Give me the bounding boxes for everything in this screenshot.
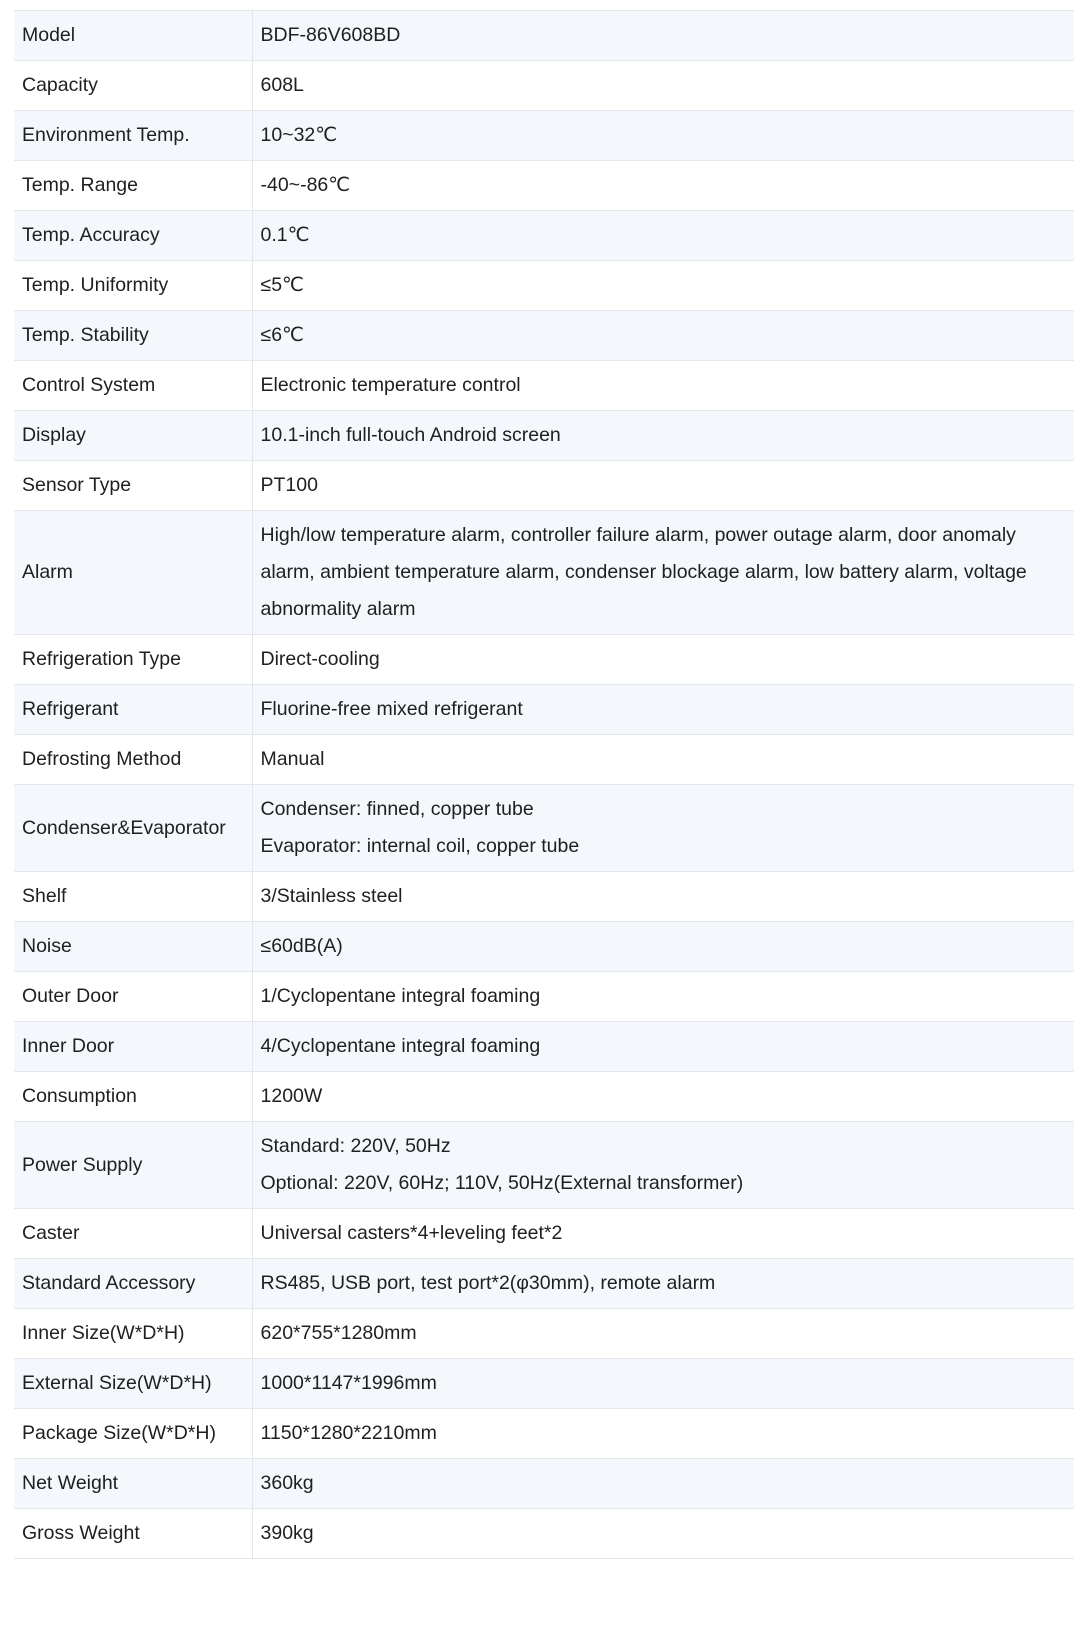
spec-value — [252, 1459, 1074, 1509]
spec-value — [252, 211, 1074, 261]
spec-value-line: 10.1-inch full-touch Android screen — [260, 424, 561, 446]
spec-value-line: 10~32℃ — [260, 124, 338, 146]
spec-label: Net Weight — [14, 1459, 252, 1509]
spec-label: Shelf — [14, 872, 252, 922]
spec-row — [14, 1509, 1074, 1559]
spec-value-line: BDF-86V608BD — [260, 24, 401, 46]
spec-label: Temp. Range — [14, 161, 252, 211]
spec-value-line: 1000*1147*1996mm — [260, 1372, 437, 1394]
spec-label: Environment Temp. — [14, 111, 252, 161]
spec-value-line: Evaporator: internal coil, copper tube — [260, 835, 580, 857]
spec-value — [252, 11, 1074, 61]
spec-row — [14, 461, 1074, 511]
spec-row — [14, 61, 1074, 111]
spec-value-line: Fluorine-free mixed refrigerant — [260, 698, 523, 720]
spec-value — [252, 361, 1074, 411]
spec-value — [252, 461, 1074, 511]
spec-value — [252, 785, 1074, 872]
spec-label: Consumption — [14, 1072, 252, 1122]
spec-row — [14, 211, 1074, 261]
spec-value-line: 360kg — [260, 1472, 314, 1494]
spec-value — [252, 161, 1074, 211]
spec-row — [14, 511, 1074, 635]
spec-row — [14, 922, 1074, 972]
spec-label: Control System — [14, 361, 252, 411]
spec-value-line: 1200W — [260, 1085, 323, 1107]
spec-value-line: Electronic temperature control — [260, 374, 521, 396]
spec-row — [14, 161, 1074, 211]
spec-label: Temp. Accuracy — [14, 211, 252, 261]
spec-label: Defrosting Method — [14, 735, 252, 785]
spec-value-line: 0.1℃ — [260, 224, 310, 246]
spec-value-line: Direct-cooling — [260, 648, 380, 670]
spec-row — [14, 1459, 1074, 1509]
spec-label: Standard Accessory — [14, 1259, 252, 1309]
spec-value — [252, 111, 1074, 161]
spec-value-line: High/low temperature alarm, controller failure alarm, power outage alarm, door anomaly alarm, ambient temperature alarm, condenser blockage alarm, low battery alarm, voltage abnormality alarm — [260, 524, 1027, 620]
spec-label: Inner Door — [14, 1022, 252, 1072]
spec-value — [252, 1022, 1074, 1072]
spec-value-line: 4/Cyclopentane integral foaming — [260, 1035, 541, 1057]
spec-row — [14, 972, 1074, 1022]
spec-label: Capacity — [14, 61, 252, 111]
spec-value-line: ≤60dB(A) — [260, 935, 343, 957]
spec-label: External Size(W*D*H) — [14, 1359, 252, 1409]
spec-label: Alarm — [14, 511, 252, 635]
spec-row — [14, 735, 1074, 785]
spec-table-body — [14, 11, 1074, 1559]
spec-label: Temp. Stability — [14, 311, 252, 361]
spec-value-line: ≤6℃ — [260, 324, 304, 346]
spec-row — [14, 261, 1074, 311]
spec-label: Model — [14, 11, 252, 61]
spec-row — [14, 1309, 1074, 1359]
spec-value-line: PT100 — [260, 474, 318, 496]
spec-row — [14, 1209, 1074, 1259]
spec-label: Outer Door — [14, 972, 252, 1022]
spec-value-line: 620*755*1280mm — [260, 1322, 417, 1344]
spec-label: Gross Weight — [14, 1509, 252, 1559]
spec-value — [252, 261, 1074, 311]
spec-row — [14, 1409, 1074, 1459]
spec-row — [14, 1259, 1074, 1309]
spec-row — [14, 111, 1074, 161]
spec-row — [14, 11, 1074, 61]
spec-row — [14, 311, 1074, 361]
spec-value-line: Universal casters*4+leveling feet*2 — [260, 1222, 563, 1244]
spec-value-line: Manual — [260, 748, 325, 770]
spec-label: Inner Size(W*D*H) — [14, 1309, 252, 1359]
spec-row — [14, 1122, 1074, 1209]
spec-value — [252, 1509, 1074, 1559]
spec-value — [252, 1209, 1074, 1259]
spec-value — [252, 1122, 1074, 1209]
spec-value-line: Optional: 220V, 60Hz; 110V, 50Hz(External transformer) — [260, 1172, 744, 1194]
spec-value — [252, 61, 1074, 111]
spec-label: Refrigeration Type — [14, 635, 252, 685]
spec-value — [252, 1309, 1074, 1359]
spec-row — [14, 1072, 1074, 1122]
spec-value — [252, 411, 1074, 461]
spec-value-line: 608L — [260, 74, 304, 96]
spec-value-line: 3/Stainless steel — [260, 885, 403, 907]
spec-row — [14, 785, 1074, 872]
spec-value — [252, 972, 1074, 1022]
spec-value — [252, 1359, 1074, 1409]
spec-value — [252, 922, 1074, 972]
spec-value-line: Standard: 220V, 50Hz — [260, 1135, 451, 1157]
spec-label: Power Supply — [14, 1122, 252, 1209]
spec-value — [252, 1409, 1074, 1459]
spec-label: Package Size(W*D*H) — [14, 1409, 252, 1459]
spec-value-line: 1/Cyclopentane integral foaming — [260, 985, 541, 1007]
spec-row — [14, 361, 1074, 411]
spec-row — [14, 1022, 1074, 1072]
spec-value — [252, 511, 1074, 635]
spec-value — [252, 1259, 1074, 1309]
spec-table — [14, 10, 1074, 1559]
spec-value-line: 390kg — [260, 1522, 314, 1544]
spec-value — [252, 635, 1074, 685]
spec-value-line: RS485, USB port, test port*2(φ30mm), remote alarm — [260, 1272, 716, 1294]
spec-value-line: ≤5℃ — [260, 274, 304, 296]
spec-row — [14, 1359, 1074, 1409]
spec-label: Display — [14, 411, 252, 461]
spec-value-line: -40~-86℃ — [260, 174, 351, 196]
spec-value — [252, 311, 1074, 361]
spec-label: Caster — [14, 1209, 252, 1259]
spec-value — [252, 685, 1074, 735]
spec-value — [252, 872, 1074, 922]
spec-label: Temp. Uniformity — [14, 261, 252, 311]
spec-value — [252, 735, 1074, 785]
spec-row — [14, 635, 1074, 685]
spec-label: Refrigerant — [14, 685, 252, 735]
spec-label: Noise — [14, 922, 252, 972]
spec-value-line: Condenser: finned, copper tube — [260, 798, 534, 820]
spec-label: Sensor Type — [14, 461, 252, 511]
spec-label: Condenser&Evaporator — [14, 785, 252, 872]
spec-value-line: 1150*1280*2210mm — [260, 1422, 437, 1444]
spec-row — [14, 872, 1074, 922]
spec-row — [14, 411, 1074, 461]
spec-row — [14, 685, 1074, 735]
spec-value — [252, 1072, 1074, 1122]
